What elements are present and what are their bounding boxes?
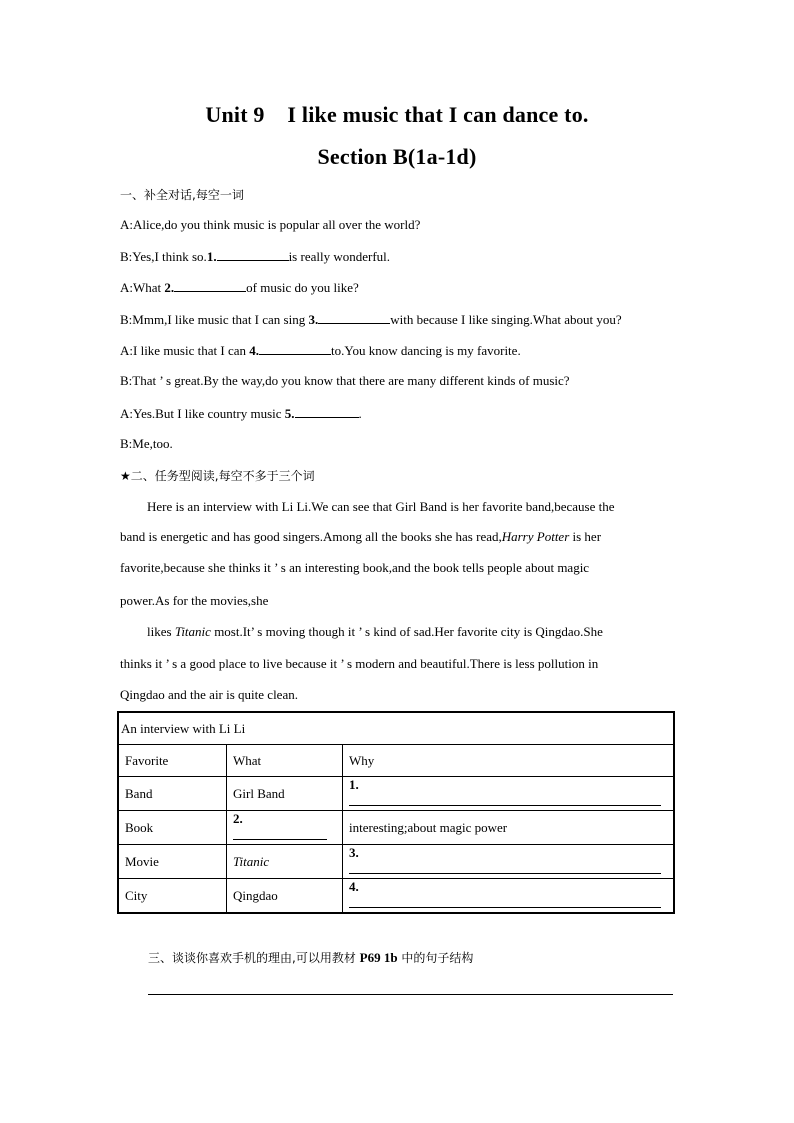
table-caption-row — [118, 712, 674, 745]
answer-blank-2[interactable] — [174, 279, 246, 292]
table-row — [118, 845, 674, 879]
dialogue-text: :Yes,I think so. — [128, 249, 207, 264]
passage-text: favorite,because she thinks it ’ s an interesting book,and the book tells people about magic — [120, 560, 590, 575]
dialogue-text: :What — [129, 280, 165, 295]
speaker-label: B — [120, 373, 129, 388]
dialogue-text: :Mmm,I like music that I can sing — [128, 312, 309, 327]
header-why: Why — [343, 745, 675, 777]
blank-number: 2. — [164, 280, 175, 295]
movie-title: Titanic — [174, 624, 211, 639]
speaker-label: B — [120, 249, 129, 264]
table-row — [118, 777, 674, 811]
writing-answer-line[interactable] — [148, 994, 673, 995]
passage-line — [120, 499, 656, 515]
cell-favorite: City — [118, 879, 227, 914]
cell-what — [227, 811, 343, 845]
cell-what — [227, 845, 343, 879]
cell-what: Qingdao — [227, 879, 343, 914]
speaker-label: A — [120, 406, 130, 421]
passage-text: most.It’ s moving though it ’ s kind of sad.Her favorite city is Qingdao.She — [210, 624, 603, 639]
passage-text: band is energetic and has good singers.Among all the books she has read, — [120, 529, 502, 544]
passage-text: thinks it ’ s a good place to live because it ’ s modern and beautiful.There is less pollution in — [120, 656, 599, 671]
cell-favorite: Movie — [118, 845, 227, 879]
header-favorite: Favorite — [118, 745, 227, 777]
dialogue-line — [120, 248, 390, 265]
dialogue-line — [120, 279, 359, 296]
table-blank-2[interactable] — [233, 827, 327, 840]
passage-line — [120, 687, 656, 703]
passage-line — [120, 624, 656, 640]
dialogue-text: :Me,too. — [128, 436, 173, 451]
blank-number: 4. — [249, 343, 259, 358]
heading-text: 中的句子结构 — [397, 951, 474, 965]
table-caption: An interview with Li Li — [118, 712, 674, 745]
cell-favorite: Band — [118, 777, 227, 811]
blank-number: 3. — [308, 312, 319, 327]
table-blank-4[interactable] — [349, 895, 661, 908]
passage-line — [120, 656, 656, 672]
dialogue-line — [120, 217, 420, 233]
answer-blank-5[interactable] — [295, 405, 359, 418]
speaker-label: B — [120, 312, 129, 327]
table-blank-3[interactable] — [349, 861, 661, 874]
speaker-label: A — [120, 217, 130, 232]
passage-text: Qingdao and the air is quite clean. — [120, 687, 298, 702]
answer-blank-1[interactable] — [217, 248, 289, 261]
section1-heading: 一、补全对话,每空一词 — [120, 188, 244, 202]
table-blank-1[interactable] — [349, 793, 661, 806]
answer-blank-4[interactable] — [259, 342, 331, 355]
cell-why — [343, 777, 675, 811]
dialogue-line — [120, 373, 570, 389]
dialogue-line — [120, 342, 521, 359]
blank-number: 5. — [284, 406, 295, 421]
book-title: Harry Potter — [501, 529, 570, 544]
blank-number: 3. — [349, 845, 359, 860]
interview-table — [117, 711, 675, 914]
section3-heading — [148, 949, 473, 966]
heading-text: 三、谈谈你喜欢手机的理由,可以用教材 — [148, 951, 360, 965]
speaker-label: A — [120, 343, 130, 358]
section2-heading: ★二、任务型阅读,每空不多于三个词 — [120, 469, 315, 483]
dialogue-line — [120, 405, 362, 422]
passage-line — [120, 560, 656, 576]
blank-number: 4. — [349, 879, 359, 894]
textbook-reference: P69 1b — [359, 950, 398, 965]
passage-text: is her — [569, 529, 602, 544]
passage-text: power.As for the movies,she — [120, 593, 269, 608]
passage-line — [120, 593, 656, 609]
dialogue-text: with because I like singing.What about you? — [390, 312, 622, 327]
dialogue-text: to.You know dancing is my favorite. — [331, 343, 521, 358]
dialogue-text: :Alice,do you think music is popular all over the world? — [129, 217, 421, 232]
dialogue-text: :I like music that I can — [129, 343, 250, 358]
dialogue-line — [120, 436, 173, 452]
passage-text: Here is an interview with Li Li.We can see that Girl Band is her favorite band,because the — [147, 499, 615, 514]
cell-why — [343, 845, 675, 879]
cell-favorite: Book — [118, 811, 227, 845]
table-header-row — [118, 745, 674, 777]
blank-number: 1. — [206, 249, 217, 264]
blank-number: 1. — [349, 777, 359, 792]
movie-title: Titanic — [233, 853, 270, 869]
answer-blank-3[interactable] — [318, 311, 390, 324]
cell-why: interesting;about magic power — [343, 811, 675, 845]
blank-number: 2. — [233, 811, 243, 826]
cell-why — [343, 879, 675, 914]
passage-text: likes — [147, 624, 175, 639]
dialogue-text: is really wonderful. — [288, 249, 391, 264]
header-what: What — [227, 745, 343, 777]
table-row — [118, 879, 674, 914]
table-row — [118, 811, 674, 845]
dialogue-text: of music do you like? — [246, 280, 359, 295]
passage-line — [120, 529, 656, 545]
speaker-label: A — [120, 280, 130, 295]
dialogue-text: . — [358, 406, 362, 421]
section-title: Section B(1a-1d) — [317, 144, 477, 169]
unit-title: Unit 9 I like music that I can dance to. — [205, 102, 589, 127]
dialogue-text: :That ’ s great.By the way,do you know that there are many different kinds of music? — [128, 373, 570, 388]
cell-what: Girl Band — [227, 777, 343, 811]
dialogue-line — [120, 311, 622, 328]
dialogue-text: :Yes.But I like country music — [129, 406, 285, 421]
speaker-label: B — [120, 436, 129, 451]
